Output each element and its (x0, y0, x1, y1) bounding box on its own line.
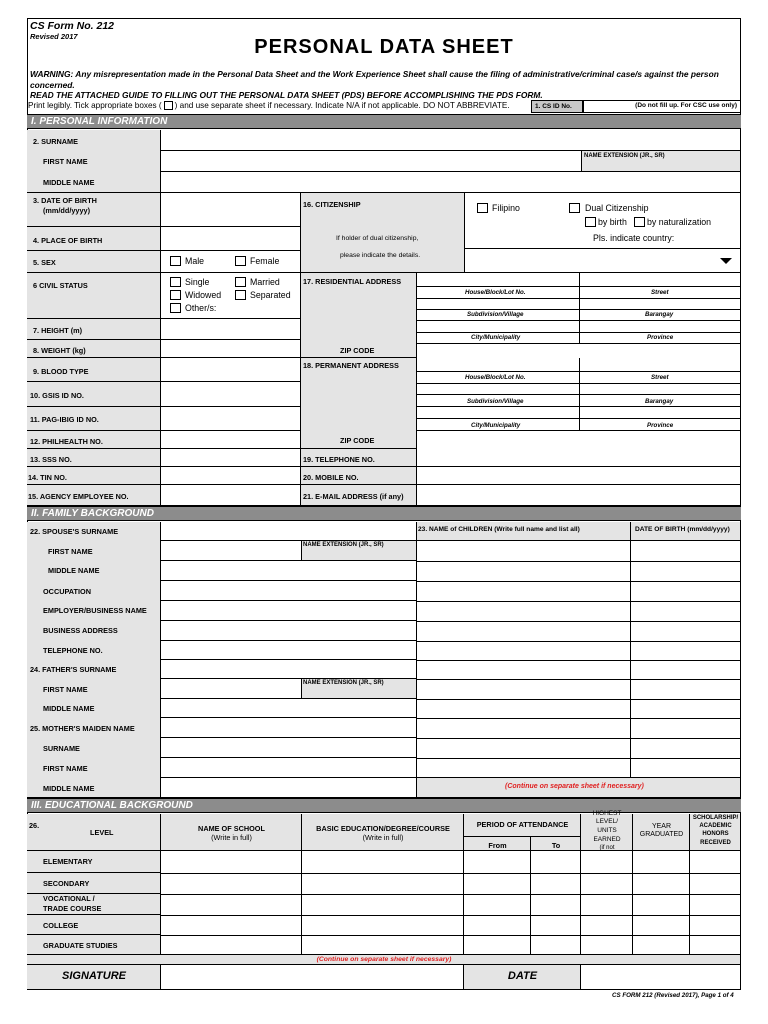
graduate-label: GRADUATE STUDIES (43, 941, 118, 950)
dob-input[interactable] (161, 193, 301, 227)
perm-street-label: Street (651, 374, 669, 381)
edu-continue-note: (Continue on separate sheet if necessary) (316, 956, 452, 963)
cs-id-note: (Do not fill up. For CSC use only) (635, 102, 737, 109)
dual-checkbox[interactable] (569, 203, 580, 213)
children-row-2 (417, 581, 741, 582)
page-number: CS FORM 212 (Revised 2017), Page 1 of 4 (612, 992, 734, 999)
edu-school-label-1: NAME OF SCHOOL (198, 824, 265, 833)
weight-input[interactable] (161, 340, 301, 358)
height-input[interactable] (161, 319, 301, 340)
section-family-background: II. FAMILY BACKGROUND (27, 506, 741, 521)
mother-surname-input[interactable] (161, 738, 417, 758)
section-educational-background: III. EDUCATIONAL BACKGROUND (27, 798, 741, 813)
gsis-label: 10. GSIS ID NO. (30, 391, 84, 400)
print-instructions-b: ) and use separate sheet if necessary. Indicate N/A if not applicable. DO NOT ABBREVIATE. (174, 101, 510, 110)
civil-status-label: 6 CIVIL STATUS (33, 281, 88, 290)
page-title: PERSONAL DATA SHEET (254, 36, 514, 58)
edu-school-label-2: (Write in full) (211, 833, 252, 842)
father-surname-input[interactable] (161, 660, 417, 679)
sss-label: 13. SSS NO. (30, 455, 72, 464)
edu-highest-5: (if not (599, 845, 615, 851)
edu-highest-3: UNITS (597, 827, 617, 834)
spouse-telephone-label: TELEPHONE NO. (43, 646, 103, 655)
blood-label: 9. BLOOD TYPE (33, 367, 89, 376)
dual-note-2: please indicate the details. (340, 252, 421, 259)
surname-label: 2. SURNAME (33, 137, 79, 146)
children-dob-label: DATE OF BIRTH (mm/dd/yyyy) (635, 526, 730, 533)
mother-maiden-label: 25. MOTHER'S MAIDEN NAME (30, 724, 135, 733)
residential-address-label: 17. RESIDENTIAL ADDRESS (303, 277, 402, 286)
edu-col-3 (530, 851, 531, 955)
country-dropdown[interactable] (465, 249, 741, 273)
spouse-name-ext-label: NAME EXTENSION (JR., SR) (303, 542, 384, 548)
mother-middle-name-label: MIDDLE NAME (43, 784, 95, 793)
pob-input[interactable] (161, 227, 301, 251)
spouse-middle-name-input[interactable] (161, 561, 417, 581)
telephone-label: 19. TELEPHONE NO. (303, 455, 375, 464)
edu-highest-4: EARNED (593, 836, 621, 843)
single-label: Single (185, 277, 210, 287)
res-province-label: Province (647, 334, 674, 341)
perm-province-label: Province (647, 422, 674, 429)
philhealth-input[interactable] (161, 431, 301, 449)
father-middle-name-label: MIDDLE NAME (43, 704, 95, 713)
by-naturalization-label: by naturalization (647, 217, 712, 227)
children-row-8 (417, 699, 741, 700)
filipino-label: Filipino (492, 203, 520, 213)
height-label: 7. HEIGHT (m) (33, 326, 83, 335)
form-number: CS Form No. 212 (30, 20, 115, 32)
permanent-address-label: 18. PERMANENT ADDRESS (303, 361, 399, 370)
widowed-label: Widowed (185, 290, 222, 300)
gsis-input[interactable] (161, 382, 301, 407)
by-birth-label: by birth (598, 217, 627, 227)
vocational-label-2: TRADE COURSE (43, 904, 102, 913)
spouse-telephone-input[interactable] (161, 641, 417, 660)
edu-highest-1: HIGHEST (592, 810, 622, 817)
perm-line-6 (417, 430, 741, 431)
single-checkbox[interactable] (170, 277, 181, 287)
edu-year-2: GRADUATED (639, 831, 684, 838)
children-row-6 (417, 660, 741, 661)
edu-honors-1: SCHOLARSHIP/ (692, 815, 739, 821)
female-checkbox[interactable] (235, 256, 246, 266)
spouse-middle-name-label: MIDDLE NAME (48, 566, 100, 575)
middle-name-input[interactable] (161, 172, 741, 193)
college-label: COLLEGE (43, 921, 79, 930)
tin-input[interactable] (161, 467, 301, 485)
mother-first-name-label: FIRST NAME (43, 764, 88, 773)
res-house-label: House/Block/Lot No. (465, 289, 526, 296)
middle-name-label: MIDDLE NAME (43, 178, 95, 187)
spouse-surname-input[interactable] (161, 522, 417, 541)
edu-col-6 (689, 851, 690, 955)
employer-input[interactable] (161, 601, 417, 621)
vocational-label-1: VOCATIONAL / (43, 894, 95, 903)
children-row-1 (417, 561, 741, 562)
philhealth-label: 12. PHILHEALTH NO. (30, 437, 103, 446)
children-row-10 (417, 738, 741, 739)
by-naturalization-checkbox[interactable] (634, 217, 645, 227)
education-entries[interactable] (161, 851, 741, 955)
edu-year-1: YEAR (651, 823, 672, 830)
separated-checkbox[interactable] (235, 290, 246, 300)
married-checkbox[interactable] (235, 277, 246, 287)
perm-divider (579, 358, 580, 430)
edu-to-label: To (551, 841, 561, 850)
spouse-first-name-input[interactable] (161, 541, 302, 561)
mother-first-name-input[interactable] (161, 758, 417, 778)
dob-format-label: (mm/dd/yyyy) (43, 206, 91, 215)
cs-id-field[interactable] (583, 100, 741, 113)
widowed-checkbox[interactable] (170, 290, 181, 300)
surname-input[interactable] (161, 130, 741, 151)
signature-label: SIGNATURE (62, 970, 126, 982)
mother-middle-name-input[interactable] (161, 778, 417, 798)
res-city-label: City/Municipality (471, 334, 521, 341)
edu-col-2 (463, 851, 464, 955)
form-revision: Revised 2017 (30, 32, 78, 41)
secondary-label: SECONDARY (43, 879, 90, 888)
male-label: Male (185, 256, 205, 266)
sex-label: 5. SEX (33, 258, 56, 267)
indicate-country-label: Pls. indicate country: (593, 233, 675, 243)
warning-text: WARNING: Any misrepresentation made in the Personal Data Sheet and the Work Experience Sheet shall cause the filing of administrative/criminal case/s against the person concerned. (30, 69, 719, 90)
separated-label: Separated (250, 290, 291, 300)
family-label-column (27, 522, 161, 798)
children-row-3 (417, 601, 741, 602)
edu-number-label: 26. (29, 821, 40, 830)
married-label: Married (250, 277, 280, 287)
tick-sample-box (164, 101, 173, 110)
edu-from-label: From (488, 841, 507, 850)
cs-id-label: 1. CS ID No. (531, 100, 583, 113)
pagibig-label: 11. PAG-IBIG ID NO. (30, 415, 99, 424)
res-line-6 (417, 343, 741, 344)
edu-course-label-2: (Write in full) (362, 833, 404, 842)
tin-label: 14. TIN NO. (28, 473, 67, 482)
email-input[interactable] (417, 485, 741, 506)
female-label: Female (250, 256, 280, 266)
male-checkbox[interactable] (170, 256, 181, 266)
dual-label: Dual Citizenship (585, 203, 649, 213)
res-barangay-label: Barangay (645, 311, 674, 318)
others-checkbox[interactable] (170, 303, 181, 313)
children-row-4 (417, 621, 741, 622)
pob-label: 4. PLACE OF BIRTH (33, 236, 103, 245)
mobile-input[interactable] (417, 467, 741, 485)
children-row-11 (417, 758, 741, 759)
mother-surname-label: SURNAME (43, 744, 80, 753)
edu-period-label: PERIOD OF ATTENDANCE (476, 820, 569, 829)
employer-label: EMPLOYER/BUSINESS NAME (43, 606, 147, 615)
edu-row-2 (161, 894, 741, 895)
edu-course-label-1: BASIC EDUCATION/DEGREE/COURSE (316, 824, 450, 833)
citizenship-label: 16. CITIZENSHIP (303, 200, 361, 209)
father-first-name-label: FIRST NAME (43, 685, 88, 694)
family-continue-note: (Continue on separate sheet if necessary) (505, 783, 644, 790)
occupation-input[interactable] (161, 581, 417, 601)
agency-input[interactable] (161, 485, 301, 506)
children-row-9 (417, 718, 741, 719)
children-row-7 (417, 679, 741, 680)
others-label: Other/s: (185, 303, 217, 313)
first-name-label: FIRST NAME (43, 157, 88, 166)
perm-zip-label: ZIP CODE (340, 436, 375, 445)
children-row-5 (417, 641, 741, 642)
edu-row-3 (161, 915, 741, 916)
mobile-label: 20. MOBILE NO. (303, 473, 359, 482)
children-header-label: 23. NAME of CHILDREN (Write full name and list all) (418, 526, 580, 533)
weight-label: 8. WEIGHT (kg) (33, 346, 86, 355)
print-instructions (28, 101, 510, 110)
edu-row-1 (161, 873, 741, 874)
edu-honors-3: HONORS (702, 831, 729, 837)
edu-highest-2: LEVEL/ (595, 818, 619, 825)
father-middle-name-input[interactable] (161, 699, 417, 718)
spouse-surname-label: 22. SPOUSE'S SURNAME (30, 527, 119, 536)
edu-row-4 (161, 935, 741, 936)
father-name-ext-label: NAME EXTENSION (JR., SR) (303, 680, 384, 686)
print-instructions-a: Print legibly. Tick appropriate boxes ( (28, 101, 162, 110)
edu-honors-4: RECEIVED (700, 840, 731, 846)
signature-input[interactable] (161, 965, 464, 990)
spouse-first-name-label: FIRST NAME (48, 547, 93, 556)
sss-input[interactable] (161, 449, 301, 467)
telephone-input[interactable] (417, 449, 741, 467)
father-first-name-input[interactable] (161, 679, 302, 699)
edu-level-label: LEVEL (90, 828, 114, 837)
agency-label: 15. AGENCY EMPLOYEE NO. (28, 492, 129, 501)
section-personal-information: I. PERSONAL INFORMATION (27, 114, 741, 129)
edu-col-5 (632, 851, 633, 955)
edu-col-4 (580, 851, 581, 955)
name-ext-label: NAME EXTENSION (JR., SR) (584, 153, 665, 159)
date-input[interactable] (581, 965, 741, 990)
dual-note-1: If holder of dual citizenship, (336, 235, 419, 242)
read-guide-text: READ THE ATTACHED GUIDE TO FILLING OUT THE PERSONAL DATA SHEET (PDS) BEFORE ACCOMPLISHING THE PDS FORM. (30, 90, 543, 100)
blood-input[interactable] (161, 358, 301, 382)
mother-maiden-input[interactable] (161, 718, 417, 738)
civil-status-label-cell (27, 273, 161, 319)
elementary-label: ELEMENTARY (43, 857, 93, 866)
res-divider (579, 273, 580, 343)
chevron-down-icon[interactable] (720, 258, 732, 264)
res-zip-label: ZIP CODE (340, 346, 375, 355)
father-surname-label: 24. FATHER'S SURNAME (30, 665, 117, 674)
business-address-input[interactable] (161, 621, 417, 641)
filipino-checkbox[interactable] (477, 203, 488, 213)
edu-honors-2: ACADEMIC (699, 823, 732, 829)
perm-barangay-label: Barangay (645, 398, 674, 405)
business-address-label: BUSINESS ADDRESS (43, 626, 118, 635)
occupation-label: OCCUPATION (43, 587, 91, 596)
res-street-label: Street (651, 289, 669, 296)
by-birth-checkbox[interactable] (585, 217, 596, 227)
res-subdivision-label: Subdivision/Village (467, 311, 524, 318)
date-label: DATE (507, 970, 538, 982)
pagibig-input[interactable] (161, 407, 301, 431)
edu-col-1 (301, 851, 302, 955)
perm-subdivision-label: Subdivision/Village (467, 398, 524, 405)
perm-house-label: House/Block/Lot No. (465, 374, 526, 381)
dob-label: 3. DATE OF BIRTH (33, 196, 97, 205)
first-name-input[interactable] (161, 151, 582, 172)
email-label: 21. E-MAIL ADDRESS (if any) (303, 492, 404, 501)
sex-options (161, 251, 301, 273)
perm-city-label: City/Municipality (471, 422, 521, 429)
